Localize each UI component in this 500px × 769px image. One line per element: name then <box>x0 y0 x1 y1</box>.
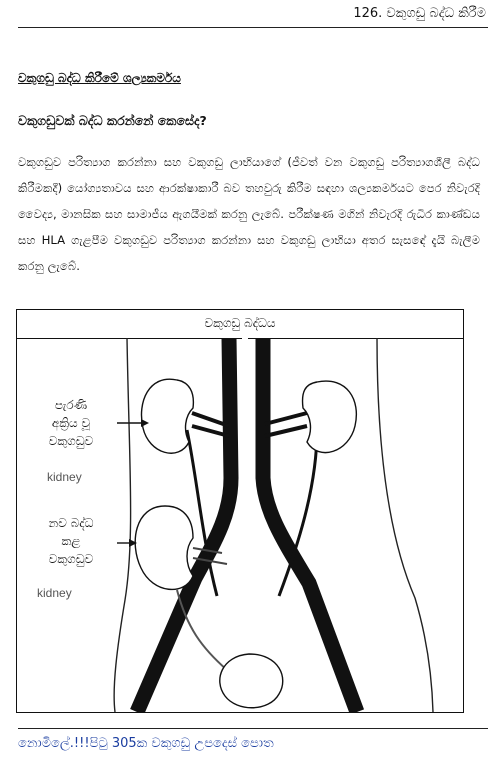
body-paragraph: වකුගඩුව පරිත්‍යාග කරන්නා සහ වකුගඩු ලාභියාගේ (ජීවත් වන වකුගඩු පරිත්‍යාගශීලී බද්ධ කිරීමකදී) යෝග්‍යතාවය සහ ආරක්ෂාකාරී බව තහවුරු කිරීම සඳහා ශල්‍යකර්මයට පෙර නිවැරදි වෛද්‍ය, මානසික සහ සාමාජීය ඇගයීමක් කරනු ලැබේ. පරීක්ෂණ මගින් නිවැරදි රුධිර කාණ්ඩය සහ HLA ගැළපීම වකුගඩුව පරිත්‍යාග කරන්නා සහ වකුගඩු ලාභියා අතර සැසඳේ දැයි බැලීම කරනු ලැබේ. <box>18 155 480 273</box>
question-heading: වකුගඩුවක් බද්ධ කරන්නේ කෙසේද? <box>18 113 207 128</box>
old-kidney-label <box>25 396 117 450</box>
old-kidney-label-line-2: අක්‍රිය වූ <box>51 416 91 430</box>
page-header <box>0 0 500 26</box>
body-outline-right <box>377 338 433 712</box>
new-kidney-label <box>25 514 117 568</box>
figure-title-box <box>17 310 463 339</box>
old-kidney-right <box>303 381 357 453</box>
old-kidney-left <box>141 379 193 453</box>
footer-rule <box>18 728 488 729</box>
kidney-transplant-figure <box>16 309 464 713</box>
new-kidney <box>135 506 193 589</box>
new-kidney-label-line-2: කළ <box>61 534 81 548</box>
right-renal-vessels <box>265 413 307 436</box>
bladder <box>220 654 283 708</box>
old-kidney-label-line-3: වකුගඩුව <box>48 434 94 448</box>
old-kidney-label-line-1: පැරණි <box>54 398 88 412</box>
new-kidney-label-line-1: නව බද්ධ <box>48 516 94 530</box>
new-kidney-label-line-3: වකුගඩුව <box>48 552 94 566</box>
figure-title: වකුගඩු බද්ධය <box>204 316 276 330</box>
new-kidney-arrow <box>117 539 137 547</box>
footer-text: නොමිලේ.!!!පිටු 305ක වකුගඩු උපදෙස් පොත <box>18 736 274 751</box>
new-kidney-text: kidney <box>37 586 72 600</box>
page-header-title: 126. වකුගඩු බද්ධ කිරීම <box>353 6 486 21</box>
old-kidney-text: kidney <box>47 470 82 484</box>
section-title: වකුගඩු බද්ධ කිරීමේ ශල්‍යකර්මය <box>18 71 181 85</box>
header-rule <box>18 27 488 28</box>
